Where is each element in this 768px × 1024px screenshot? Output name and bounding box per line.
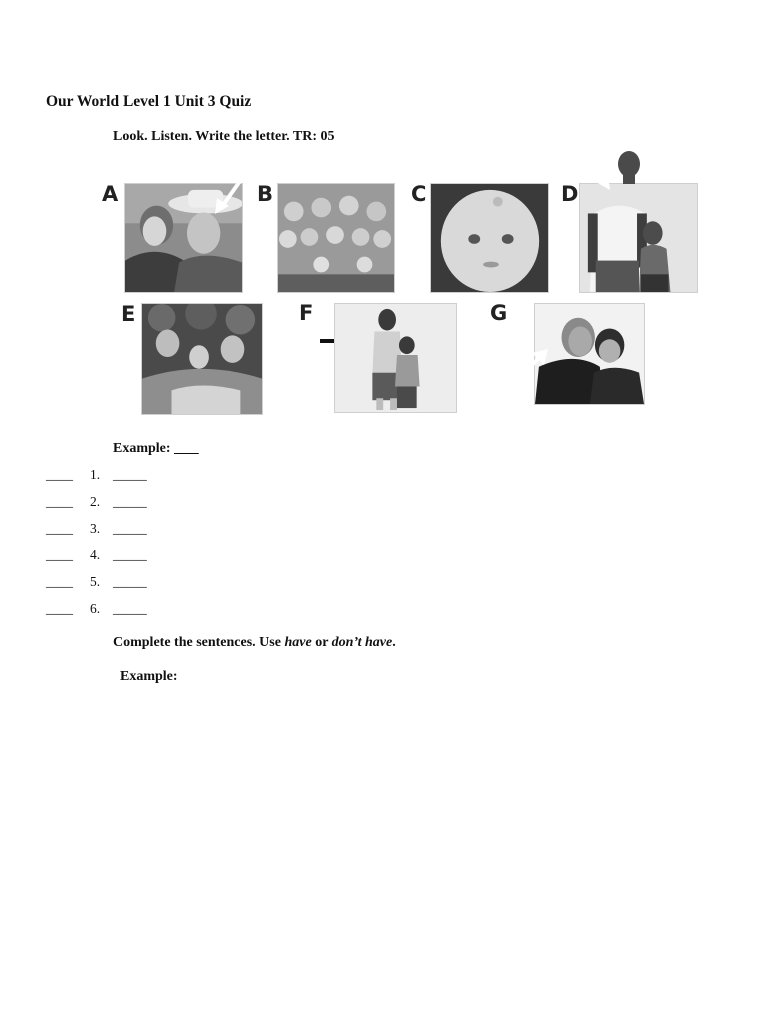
answer-letter-blank: ____ xyxy=(46,547,73,562)
item-number: 6. xyxy=(90,601,101,616)
grammar-instruction xyxy=(113,635,396,651)
grammar-intro: Complete the sentences. Use xyxy=(113,635,285,650)
item-blank: _____ xyxy=(113,521,147,536)
example-blank: __ _ xyxy=(174,441,199,456)
photo-letter-g: G xyxy=(490,301,508,325)
photo-letter-d: D xyxy=(561,182,579,206)
answer-letter-blank: ____ xyxy=(46,467,73,482)
item-number: 1. xyxy=(90,467,101,482)
item-blank: _____ xyxy=(113,467,147,482)
item-number: 4. xyxy=(90,547,101,562)
item-blank: _____ xyxy=(113,574,147,589)
photo-b-big-family xyxy=(277,183,395,293)
item-number: 3. xyxy=(90,521,101,536)
answer-letter-blank: ____ xyxy=(46,521,73,536)
arrow-a-icon xyxy=(213,170,249,216)
item-blank: _____ xyxy=(113,601,147,616)
item-blank: _____ xyxy=(113,547,147,562)
answer-letter-blank: ____ xyxy=(46,574,73,589)
grammar-example-label: Example: xyxy=(120,669,178,684)
grammar-connector: or xyxy=(311,635,332,650)
photo-letter-b: B xyxy=(257,182,274,206)
photo-letter-f: F xyxy=(299,301,314,325)
grammar-word-have: have xyxy=(284,635,312,650)
grammar-period: . xyxy=(392,635,396,650)
grammar-word-dont-have: don’t have xyxy=(331,635,393,650)
photo-c-baby xyxy=(430,183,549,293)
photo-letter-a: A xyxy=(102,182,119,206)
answer-letter-blank: ____ xyxy=(46,601,73,616)
arrow-g-icon xyxy=(512,345,552,385)
item-number: 5. xyxy=(90,574,101,589)
photo-f-girl-and-boy xyxy=(334,303,457,413)
answer-letter-blank: ____ xyxy=(46,494,73,509)
photo-letter-e: E xyxy=(121,302,136,326)
item-blank: _____ xyxy=(113,494,147,509)
listening-instruction: Look. Listen. Write the letter. TR: 05 xyxy=(113,129,335,144)
item-number: 2. xyxy=(90,494,101,509)
listening-example xyxy=(113,441,199,457)
photo-d-teen-head-and-arrow-icon xyxy=(580,148,640,200)
quiz-title: Our World Level 1 Unit 3 Quiz xyxy=(46,93,252,110)
example-label: Example: xyxy=(113,441,171,456)
photo-e-family-hammock xyxy=(141,303,263,415)
photo-letter-c: C xyxy=(411,182,427,206)
